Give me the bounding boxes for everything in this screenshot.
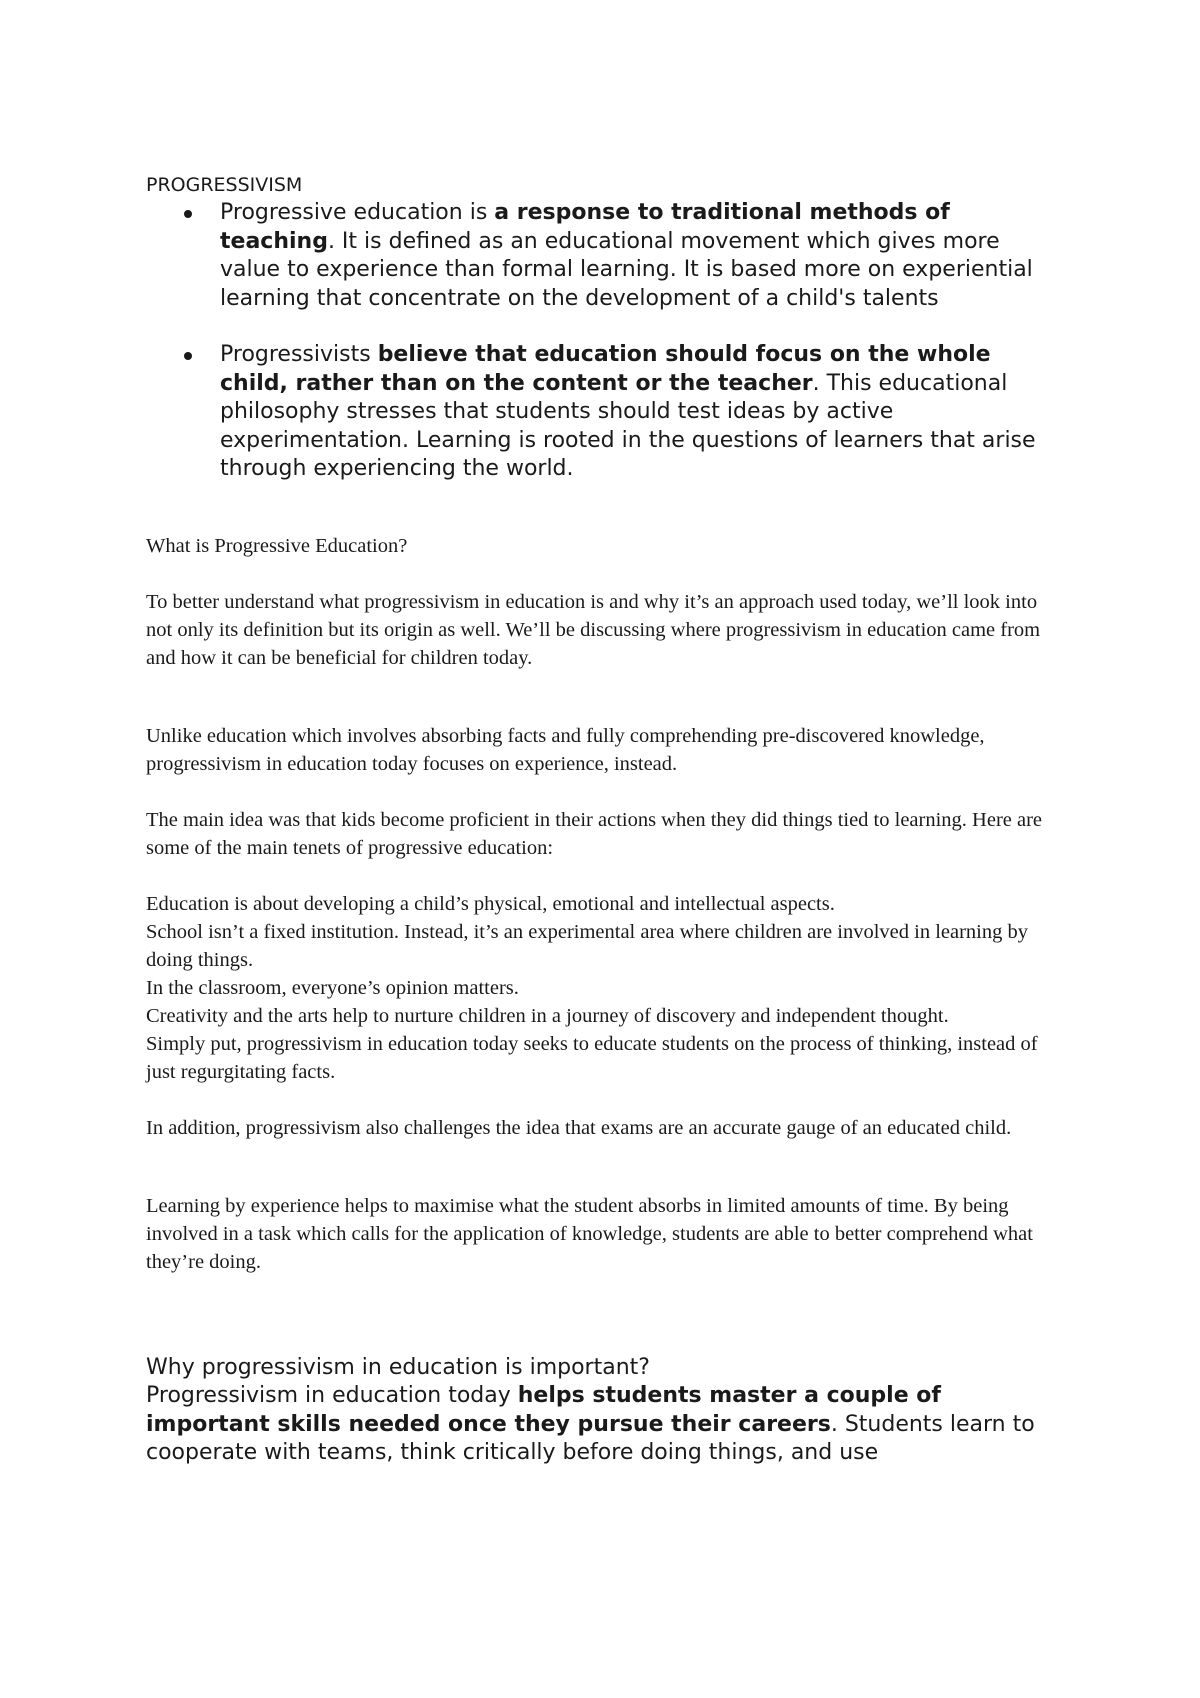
section-heading-why: Why progressivism in education is important?: [146, 1354, 650, 1380]
bullet-dot-icon: [184, 210, 192, 218]
tenet-line: Creativity and the arts help to nurture children in a journey of discovery and independent thought.: [146, 1004, 949, 1027]
tenet-line: Simply put, progressivism in education today seeks to educate students on the process of thinking, instead of just regurgitating facts.: [146, 1032, 1038, 1083]
tenet-line: Education is about developing a child’s physical, emotional and intellectual aspects.: [146, 892, 835, 915]
tenet-line: School isn’t a fixed institution. Instead, it’s an experimental area where children are involved in learning by doing things.: [146, 920, 1029, 971]
document-title: PROGRESSIVISM: [146, 174, 303, 196]
bullet-item: [146, 199, 1066, 313]
section-heading-what-is: What is Progressive Education?: [146, 534, 408, 557]
paragraph-unlike: Unlike education which involves absorbing facts and fully comprehending pre-discovered knowledge, progressivism in education today focuses on experience, instead.: [146, 724, 985, 775]
paragraph-main-idea: The main idea was that kids become proficient in their actions when they did things tied to learning. Here are some of the main tenets of progressive education:: [146, 808, 1043, 859]
why-text-pre: Progressivism in education today: [146, 1383, 518, 1408]
bullet-text-pre: Progressive education is: [220, 200, 495, 225]
paragraph-experience: Learning by experience helps to maximise what the student absorbs in limited amounts of time. By being involved in a task which calls for the application of knowledge, students are able to better comprehend what they’re doing.: [146, 1194, 1033, 1273]
bullet-text-post: . This educational philosophy stresses that students should test ideas by active experimentation. Learning is rooted in the questions of learners that arise through experiencing the world.: [220, 370, 1036, 481]
document-page: [146, 172, 1066, 1468]
paragraph-why: [146, 1382, 1066, 1468]
bullet-text-bold: believe that education should focus on the whole child, rather than on the content or the teacher: [220, 342, 991, 396]
bullet-list: [146, 199, 1066, 484]
bullet-dot-icon: [184, 352, 192, 360]
why-text-bold: helps students master a couple of important skills needed once they pursue their careers: [146, 1383, 941, 1437]
paragraph-intro: To better understand what progressivism in education is and why it’s an approach used today, we’ll look into not only its definition but its origin as well. We’ll be discussing where progressivism in education came from and how it can be beneficial for children today.: [146, 590, 1041, 669]
why-text-post: . Students learn to cooperate with teams, think critically before doing things, and use: [146, 1411, 1035, 1465]
bullet-text-bold: a response to traditional methods of teaching: [220, 200, 950, 254]
tenet-line: In the classroom, everyone’s opinion matters.: [146, 976, 519, 999]
paragraph-exams: In addition, progressivism also challenges the idea that exams are an accurate gauge of an educated child.: [146, 1116, 1012, 1139]
bullet-text-pre: Progressivists: [220, 342, 378, 367]
bullet-item: [146, 341, 1066, 484]
bullet-text-post: . It is defined as an educational movement which gives more value to experience than formal learning. It is based more on experiential learning that concentrate on the development of a child's talents: [220, 228, 1033, 311]
